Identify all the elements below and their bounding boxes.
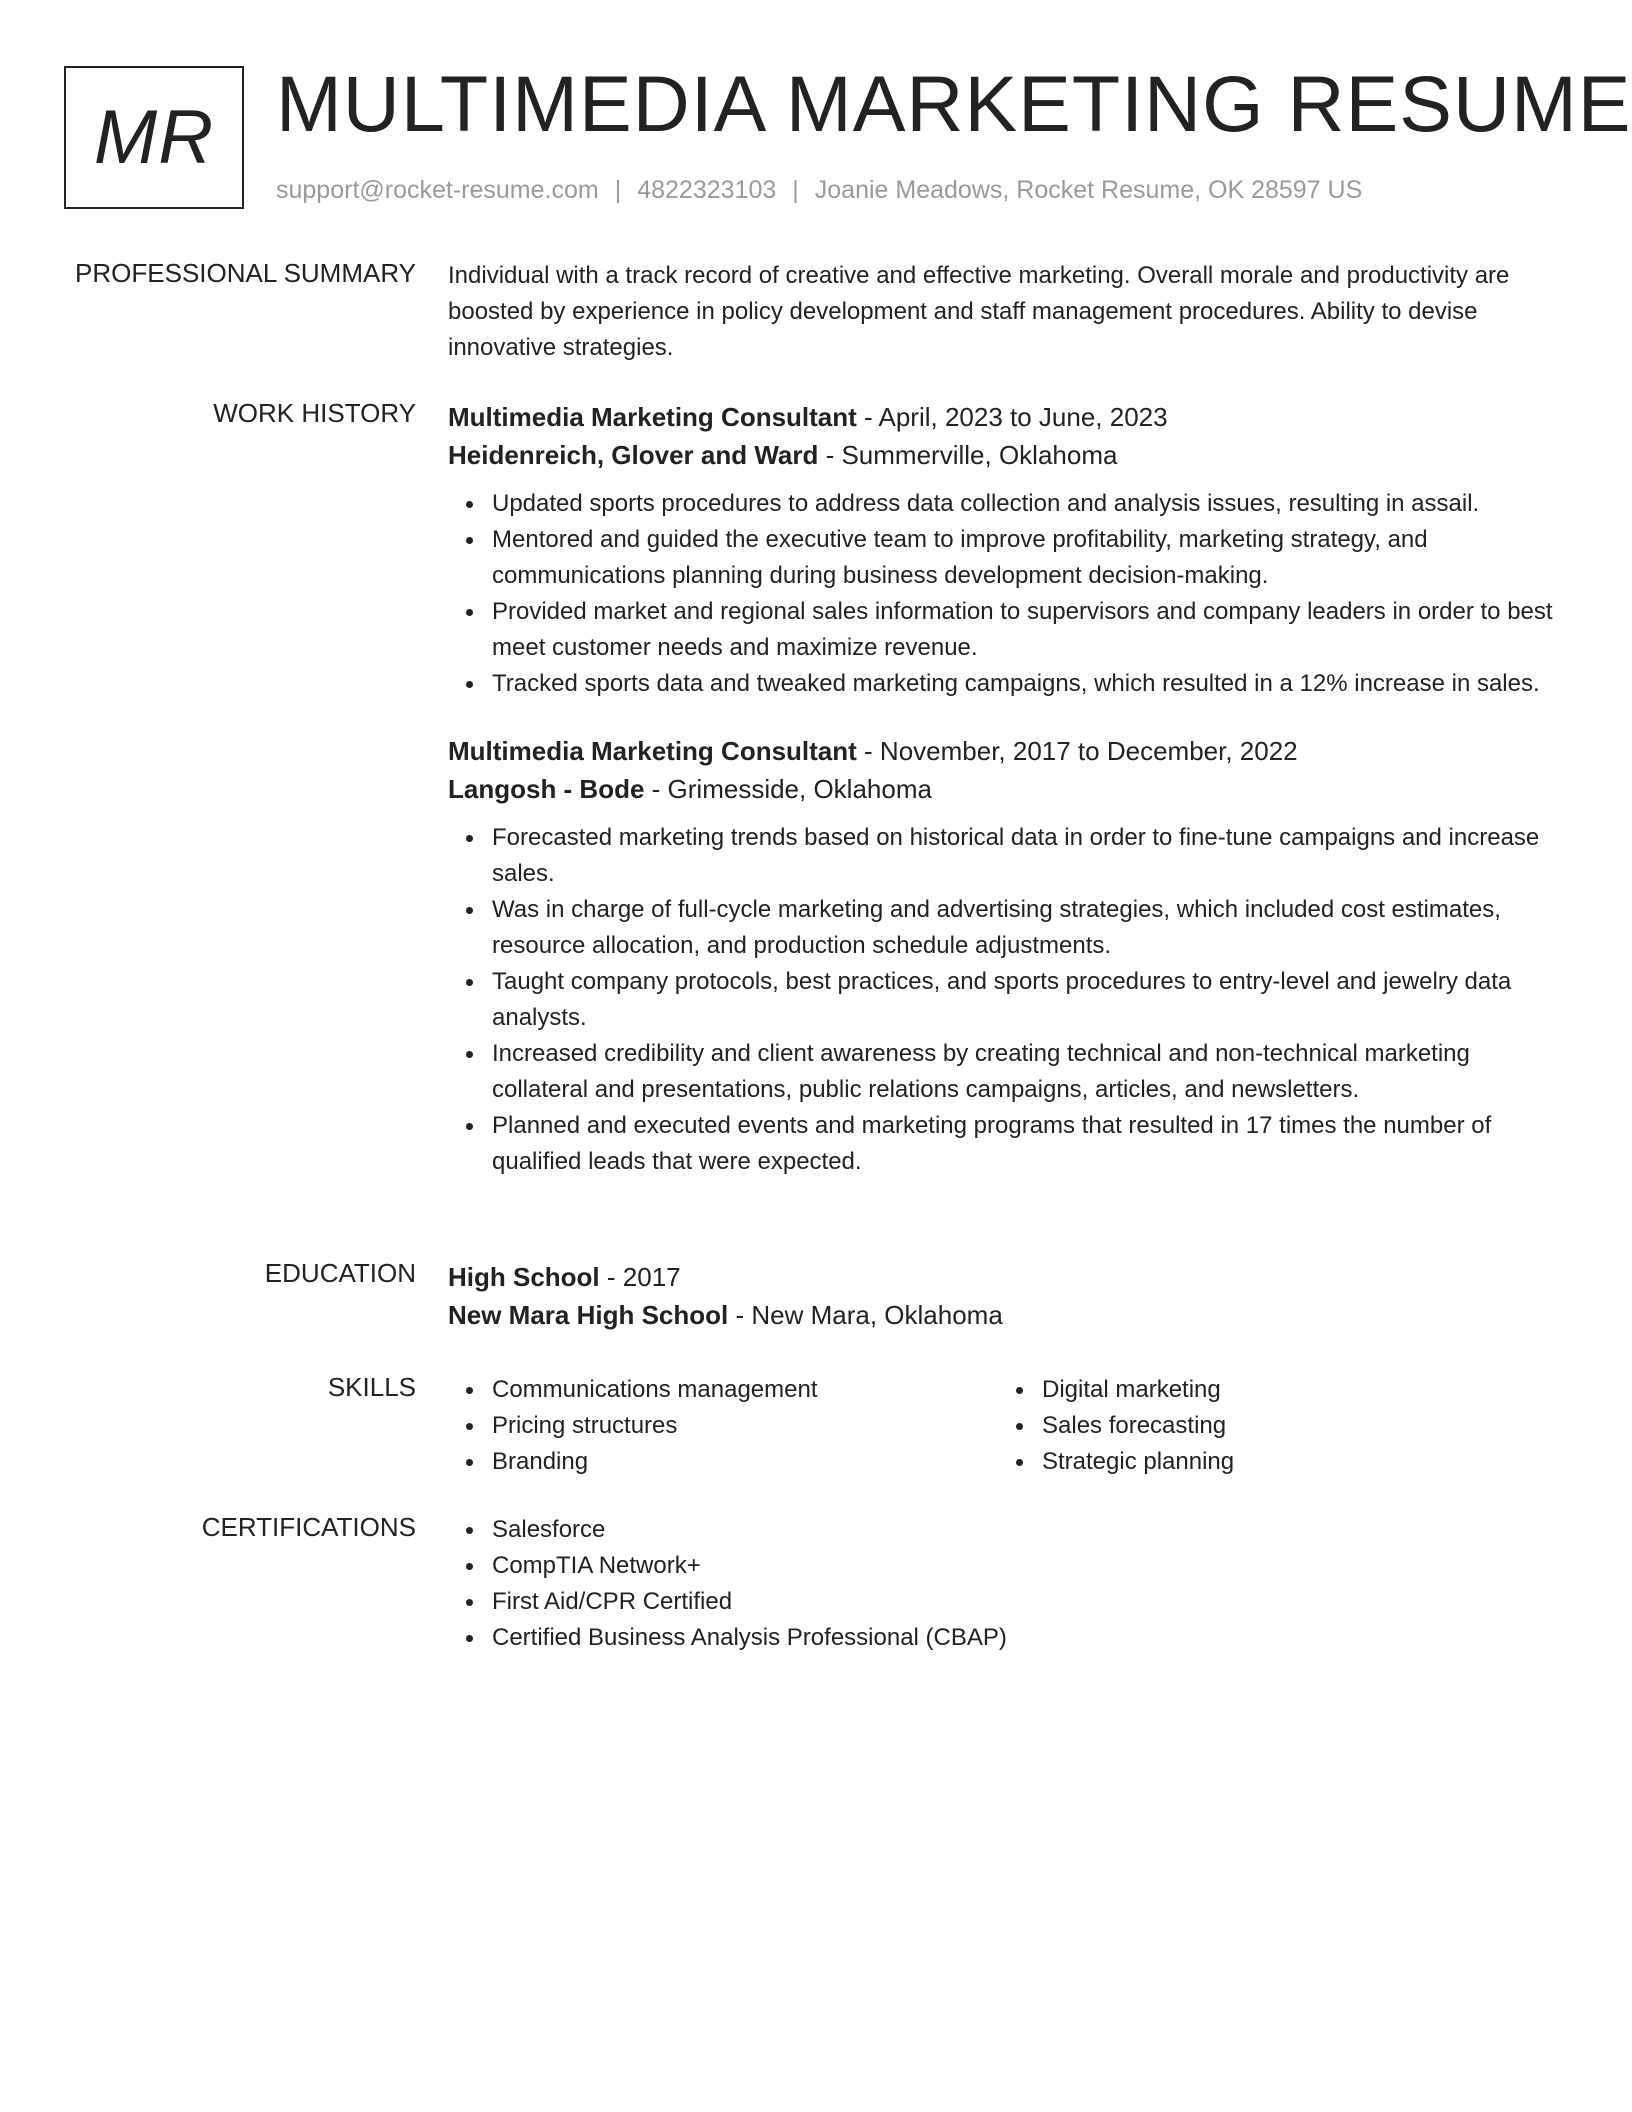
monogram-badge xyxy=(64,66,244,209)
list-item: Sales forecasting xyxy=(998,1408,1498,1444)
job-entry xyxy=(448,732,1560,1180)
list-item: Taught company protocols, best practices, and sports procedures to entry-level and jewelry data analysts. xyxy=(448,964,1560,1036)
education-school: New Mara High School xyxy=(448,1300,729,1330)
education-school-line xyxy=(448,1296,1560,1334)
list-item: Updated sports procedures to address data collection and analysis issues, resulting in assail. xyxy=(448,486,1560,522)
contact-email[interactable]: support@rocket-resume.com xyxy=(276,176,599,204)
job-company-line xyxy=(448,436,1560,474)
section-label-work-history: WORK HISTORY xyxy=(213,398,416,428)
job-title-line xyxy=(448,398,1560,436)
list-item: Pricing structures xyxy=(448,1408,998,1444)
job-title: Multimedia Marketing Consultant xyxy=(448,402,857,432)
list-item: Increased credibility and client awareness by creating technical and non-technical marketing collateral and presentations, public relations campaigns, articles, and newsletters. xyxy=(448,1036,1560,1108)
education-degree-line xyxy=(448,1258,1560,1296)
summary-text: Individual with a track record of creative and effective marketing. Overall morale and productivity are boosted by experience in policy development and staff management procedures. Ability to devise innovative strategies. xyxy=(448,262,1510,361)
job-location: - Summerville, Oklahoma xyxy=(818,440,1118,470)
job-entry xyxy=(448,398,1560,702)
list-item: Provided market and regional sales information to supervisors and company leaders in order to best meet customer needs and maximize revenue. xyxy=(448,594,1560,666)
education-location: - New Mara, Oklahoma xyxy=(728,1300,1003,1330)
page-title: MULTIMEDIA MARKETING RESUME xyxy=(276,59,1632,148)
section-label-education: EDUCATION xyxy=(264,1258,416,1288)
contact-phone[interactable]: 4822323103 xyxy=(637,176,777,204)
list-item: Planned and executed events and marketing programs that resulted in 17 times the number of qualified leads that were expected. xyxy=(448,1108,1560,1180)
list-item: Was in charge of full-cycle marketing and advertising strategies, which included cost estimates, resource allocation, and production schedule adjustments. xyxy=(448,892,1560,964)
list-item: Forecasted marketing trends based on historical data in order to fine-tune campaigns and increase sales. xyxy=(448,820,1560,892)
education-year: - 2017 xyxy=(599,1262,681,1292)
list-item: Digital marketing xyxy=(998,1372,1498,1408)
monogram-initials: MR xyxy=(93,95,215,180)
certifications-list xyxy=(448,1512,1560,1656)
list-item: First Aid/CPR Certified xyxy=(448,1584,1560,1620)
list-item: CompTIA Network+ xyxy=(448,1548,1560,1584)
list-item: Salesforce xyxy=(448,1512,1560,1548)
job-bullets xyxy=(448,820,1560,1180)
skills-list-right xyxy=(998,1372,1498,1480)
list-item: Communications management xyxy=(448,1372,998,1408)
skills-list-left xyxy=(448,1372,998,1480)
contact-address: Joanie Meadows, Rocket Resume, OK 28597 US xyxy=(814,176,1363,204)
job-title-line xyxy=(448,732,1560,770)
job-dates: - November, 2017 to December, 2022 xyxy=(856,736,1298,766)
job-title: Multimedia Marketing Consultant xyxy=(448,736,857,766)
list-item: Strategic planning xyxy=(998,1444,1498,1480)
list-item: Branding xyxy=(448,1444,998,1480)
contact-separator: | xyxy=(614,176,622,204)
contact-line xyxy=(276,176,1362,205)
education-degree: High School xyxy=(448,1262,600,1292)
section-label-certifications: CERTIFICATIONS xyxy=(201,1512,416,1542)
job-company: Heidenreich, Glover and Ward xyxy=(448,440,819,470)
job-dates: - April, 2023 to June, 2023 xyxy=(856,402,1168,432)
list-item: Mentored and guided the executive team to improve profitability, marketing strategy, and communications planning during business development decision-making. xyxy=(448,522,1560,594)
job-location: - Grimesside, Oklahoma xyxy=(644,774,932,804)
contact-separator: | xyxy=(792,176,799,204)
section-label-skills: SKILLS xyxy=(327,1372,416,1402)
list-item: Tracked sports data and tweaked marketing campaigns, which resulted in a 12% increase in sales. xyxy=(448,666,1560,702)
list-item: Certified Business Analysis Professional (CBAP) xyxy=(448,1620,1560,1656)
job-company: Langosh - Bode xyxy=(448,774,645,804)
job-company-line xyxy=(448,770,1560,808)
section-label-summary: PROFESSIONAL SUMMARY xyxy=(75,258,416,288)
job-bullets xyxy=(448,486,1560,702)
